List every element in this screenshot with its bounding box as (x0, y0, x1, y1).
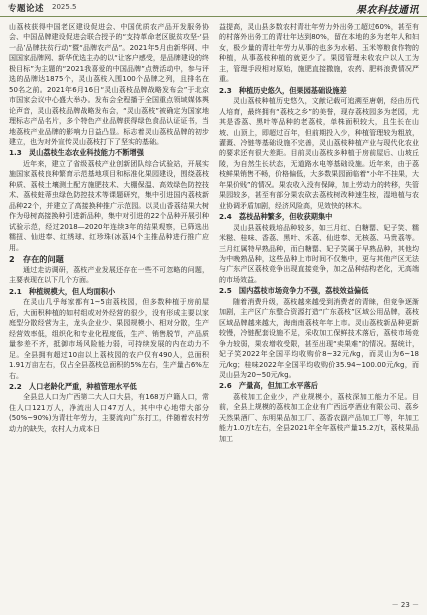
subsection-heading: 2.2 人口老龄化严重，种植管理水平低 (9, 381, 137, 391)
paragraph: 通过走访调研，荔枝产业发展还存在一些不可忽略的问题，主要表现在以下几个方面。 (9, 265, 209, 285)
paragraph: 益提高，灵山县多数农村青壮年劳力外出务工超过60%，甚至有的村落外出务工的青壮年达到80%，留在本地的多为老年人和妇女，极少量的青壮年劳力从事的也多为水稻、玉米等粮食作物的种植，从事荔枝种植的就更少了。果园管理未收农户以人工为主，管理手段相对原始，施肥直接撒施，农药、肥料浪费情况严重。 (219, 23, 419, 84)
subsection-heading: 2.3 种植历史悠久，但果园基础设施差 (219, 85, 347, 95)
subsection-heading: 2.6 产量高，但加工水平落后 (219, 381, 318, 391)
subsection-heading: 1.3 灵山荔枝生态农业科技能力不断增强 (9, 148, 144, 158)
paragraph: 灵山县荔枝栽培品种较多，如三月红、白糖罂、妃子笑、糯米糍、桂味、香荔、黑叶、禾荔、仙进奉、无核荔、马贵荔等。三月红属特早熟品种，而白糖罂、妃子笑属于早熟品种，其他均为中晚熟品种，这些品种上市时间不仅集中，更与其他产区无法与广东产区荔枝竞争出现直接竞争，加之品种结构老化，无高端的市场效益。 (219, 223, 419, 284)
subsection-heading: 2.1 种植规模大，但人均面积小 (9, 286, 116, 296)
right-column (219, 22, 419, 444)
page-number: － 23 － (391, 601, 419, 609)
paragraph: 灵山荔枝种植历史悠久，文献记载可追溯至唐朝，经由历代人培育，最终拥有“荔枝之乡”的美誉，现存荔枝园多为老园，尤其是香荔、黑叶等品种的老荔枝，单株面积较大，且生长在山坡、山顶上，即超过百年，但前期投入少，种植管理较为粗放，灌溉、冷链等基础设施不完善，灵山荔枝种植产业与现代化农业的要求还有很大差距。目前灵山荔枝多种植于房前屋后、山坡丘陵，为自然生长状态，无道路水电等基础设施。近年来，由于荔枝鲜果销售不畅，价格偏低，大多数果园面临着“小年不挂果，大年果价贱”的情况。果农收入没有保障，加上劳动力的转移，失管果园较多，甚至有部分果农砍去荔枝树改种速生桉，湿地植与农业协调矛盾加剧，经济风险高，见效快的林木。 (219, 97, 419, 210)
left-column (9, 22, 209, 434)
subsection-heading: 2.4 荔枝品种繁多，但收获期集中 (219, 212, 333, 222)
subsection-heading: 2.5 国内荔枝市场竞争力不强，荔枝效益偏低 (219, 286, 369, 296)
paragraph: 荔枝加工企业少，产业规模小，荔枝深加工能力不足。目前，全县上规模的荔枝加工企业有广西远亭酒业有限公司、荔乡天然果酒厂、东明果品加工厂、荔香农副产品加工厂等，年加工能力1.0万t左右，全县2021年全年荔枝产量15.2万t，荔枝果品加工 (219, 392, 419, 443)
page-header (0, 0, 427, 17)
paragraph: 近年来，建立了省级荔枝产业创新团队综合试验站，开展实施国家荔枝良种繁育示范基地项目和标准化果园建设，围绕荔枝种质、荔枝土壤测土配方施肥技术、大棚保温、高效绿色防控技术、荔枝蛀蒂虫绿色防控技术等课题研究，集中引进国内荔枝新品种22个，并建立了高接换种推广示范园。以灵山香荔结果大树作为母树高接换种引进新品种，集中对引进的22个品种开展引种试验示范，经过2018—2020年连续3年的结果观察，已筛选出糯扭、仙进奉、红绣球、红珍珠(冰荔)4个主推品种进行推广应用。 (9, 159, 209, 252)
journal-title: 果农科技通讯 (356, 5, 419, 16)
section-heading: 2 存在的问题 (9, 253, 64, 264)
issue-year: 2025.5 (52, 3, 77, 11)
section-label: 专题论述 (8, 4, 45, 14)
paragraph: 全县总人口为广西第二大人口大县，有168万户籍人口，常住人口121万人，净流出人口47万人，其中中心地带大部分(50%~90%)为青壮年劳力，主要流向广东打工，伴随着农村劳动力的缺失，农村人力成本日 (9, 393, 209, 433)
paragraph: 随着消费升级，荔枝越来越受到消费者的青睐，但竞争逐渐加剧，主产区广东整合资源打造“广东荔枝”区域公用品牌，荔枝区域品牌越来越大，海南南荔枝年年上市。灵山荔枝新品种更新较慢，冷链配套设施不足，采收加工保鲜技术落后，荔枝市场竞争力较弱，果农增收受限，甚至出现“卖果难”的情况。据统计，妃子笑2022年全国平均收购价8~32元/kg，而灵山为6~18元/kg；桂味2022年全国平均收购价35.94~100.00元/kg，而灵山县为20~50元/kg。 (219, 297, 419, 379)
paragraph: 在灵山几乎每家都有1~5亩荔枝园，但多数种植于房前屋后，大面积种植的如村组或对外经营的很少，没有形成主要以家庭型分散经营为主，龙头企业少、果园规模小、相对分散，生产经营效率低，组织化和专业化程度低，生产、销售脱节，产品质量参差不齐，抵御市场风险能力弱，可持续发展的内在动力不足。全县拥有超过10亩以上荔枝园的农户仅有490人，总面积1.91万亩左右，仅占全县荔枝总面积的5%左右，生产量占6%左右。 (9, 298, 209, 380)
paragraph: 山荔枝获得中国老区建设促进会、中国优质农产品开发服务协会、中国品牌建设促进会联合授予的“支持革命老区脱贫攻坚-‘县一品’品牌扶贫行动”暨“品牌农产品”。2021年5月由新华网、中国国家品牌网、新华优选主办的以“让客户感受，是品牌建设的终极目标”为主题的“2021我喜爱的中国品牌”点赞活动中，参与评选的品牌达1875个，灵山荔枝入围100个品牌之列，且排名在50名之前。2021年6月16日“灵山荔枝品牌战略发布会”于北京市国家会议中心盛大举办。发布会全程播于全国重点领域媒体舆论声音，灵山荔枝品牌战略发布会，“灵山荔枝”被确定为国家地理标志产品名片，多个特色产业品牌获得绿色食品认证证书，当地荔枝产业品牌的影响力日益凸显。标志着灵山荔枝品牌的初步建立，也为对外宣传灵山荔枝打下了坚实的基础。 (9, 23, 209, 146)
